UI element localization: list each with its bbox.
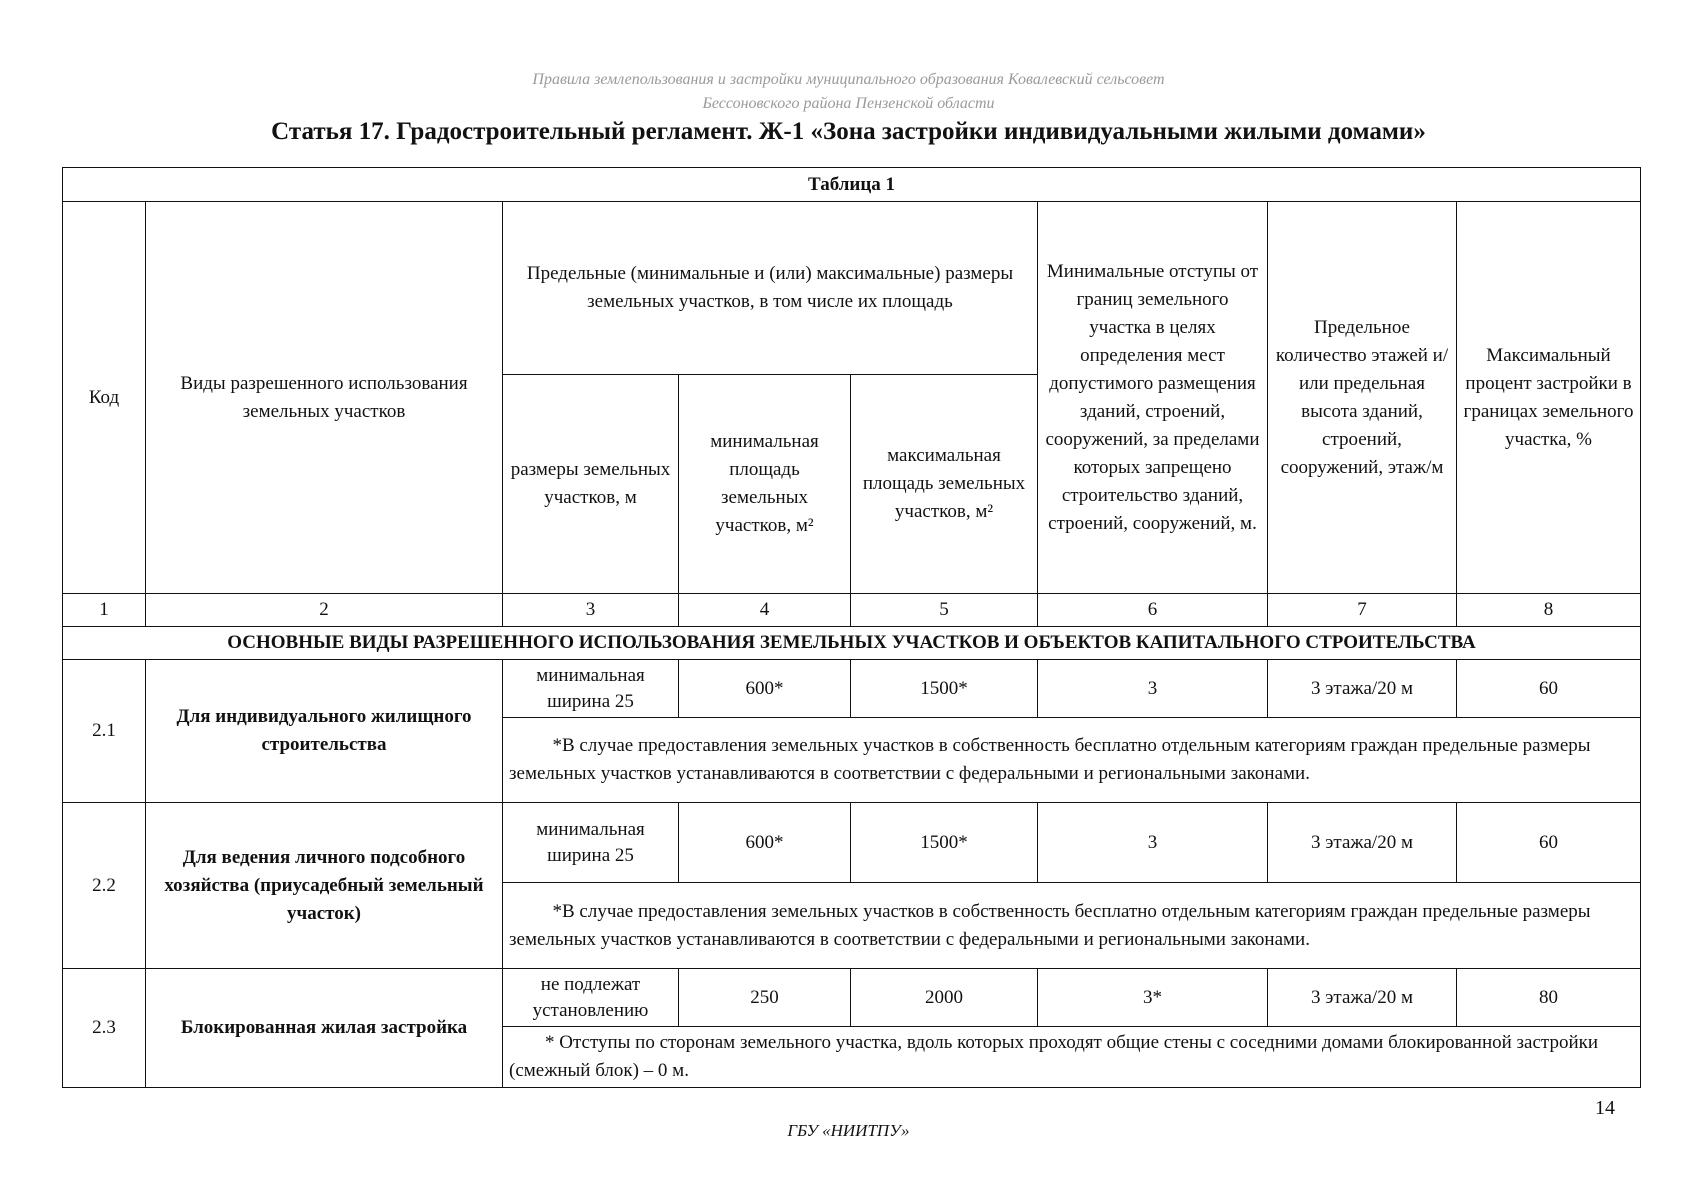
table-label: Таблица 1 xyxy=(63,168,1641,202)
row-min-area: 600* xyxy=(679,803,851,883)
row-code: 2.3 xyxy=(63,969,146,1088)
header-setbacks: Минимальные отступы от границ земельного участка в целях определения мест допустимого размещения зданий, строений, сооружений, за пределами которых запрещено строительство зданий, строений, сооружений, м. xyxy=(1038,202,1268,594)
row-floors: 3 этажа/20 м xyxy=(1268,660,1457,718)
header-min-area: минимальная площадь земельных участков, м² xyxy=(679,375,851,594)
column-number: 3 xyxy=(503,594,679,627)
footer: ГБУ «НИИТПУ» xyxy=(787,1121,910,1140)
table-row xyxy=(63,660,1641,718)
row-note: * Отступы по сторонам земельного участка, вдоль которых проходят общие стены с соседними домами блокированной застройки (смежный блок) – 0 м. xyxy=(503,1027,1641,1088)
row-percent: 60 xyxy=(1457,803,1641,883)
row-name: Блокированная жилая застройка xyxy=(146,969,503,1088)
row-percent: 80 xyxy=(1457,969,1641,1027)
column-number: 5 xyxy=(851,594,1038,627)
page-number: 14 xyxy=(1595,1097,1615,1119)
column-number: 2 xyxy=(146,594,503,627)
row-note: *В случае предоставления земельных участков в собственность бесплатно отдельным категориям граждан предельные размеры земельных участков устанавливаются в соответствии с федеральными и региональными законами. xyxy=(503,718,1641,803)
row-code: 2.1 xyxy=(63,660,146,803)
row-floors: 3 этажа/20 м xyxy=(1268,803,1457,883)
header-percent: Максимальный процент застройки в границах земельного участка, % xyxy=(1457,202,1641,594)
column-number: 6 xyxy=(1038,594,1268,627)
article-title: Статья 17. Градостроительный регламент. Ж-1 «Зона застройки индивидуальными жилыми домами» xyxy=(271,118,1426,145)
row-size: минимальная ширина 25 xyxy=(503,660,679,718)
column-number: 4 xyxy=(679,594,851,627)
row-note: *В случае предоставления земельных участков в собственность бесплатно отдельным категориям граждан предельные размеры земельных участков устанавливаются в соответствии с федеральными и региональными законами. xyxy=(503,883,1641,969)
header-code: Код xyxy=(63,202,146,594)
running-header-line-2: Бессоновского района Пензенской области xyxy=(702,95,995,112)
row-max-area: 2000 xyxy=(851,969,1038,1027)
row-code: 2.2 xyxy=(63,803,146,969)
row-min-area: 600* xyxy=(679,660,851,718)
row-max-area: 1500* xyxy=(851,803,1038,883)
section-heading: ОСНОВНЫЕ ВИДЫ РАЗРЕШЕННОГО ИСПОЛЬЗОВАНИЯ ЗЕМЕЛЬНЫХ УЧАСТКОВ И ОБЪЕКТОВ КАПИТАЛЬНОГО СТРОИТЕЛЬСТВА xyxy=(63,627,1641,660)
row-floors: 3 этажа/20 м xyxy=(1268,969,1457,1027)
table-row xyxy=(63,803,1641,883)
header-types: Виды разрешенного использования земельных участков xyxy=(146,202,503,594)
column-number: 1 xyxy=(63,594,146,627)
header-max-area: максимальная площадь земельных участков, м² xyxy=(851,375,1038,594)
column-number: 8 xyxy=(1457,594,1641,627)
table-row xyxy=(63,969,1641,1027)
row-percent: 60 xyxy=(1457,660,1641,718)
row-size: не подлежат установлению xyxy=(503,969,679,1027)
regulation-table xyxy=(62,167,1641,1088)
row-max-area: 1500* xyxy=(851,660,1038,718)
row-setback: 3* xyxy=(1038,969,1268,1027)
row-size: минимальная ширина 25 xyxy=(503,803,679,883)
row-setback: 3 xyxy=(1038,803,1268,883)
column-number: 7 xyxy=(1268,594,1457,627)
row-min-area: 250 xyxy=(679,969,851,1027)
row-name: Для индивидуального жилищного строительства xyxy=(146,660,503,803)
header-floors: Предельное количество этажей и/или предельная высота зданий, строений, сооружений, этаж/м xyxy=(1268,202,1457,594)
header-limits: Предельные (минимальные и (или) максимальные) размеры земельных участков, в том числе их площадь xyxy=(503,202,1038,375)
row-setback: 3 xyxy=(1038,660,1268,718)
running-header-line-1: Правила землепользования и застройки муниципального образования Ковалевский сельсовет xyxy=(532,71,1165,88)
header-sizes: размеры земельных участков, м xyxy=(503,375,679,594)
row-name: Для ведения личного подсобного хозяйства (приусадебный земельный участок) xyxy=(146,803,503,969)
